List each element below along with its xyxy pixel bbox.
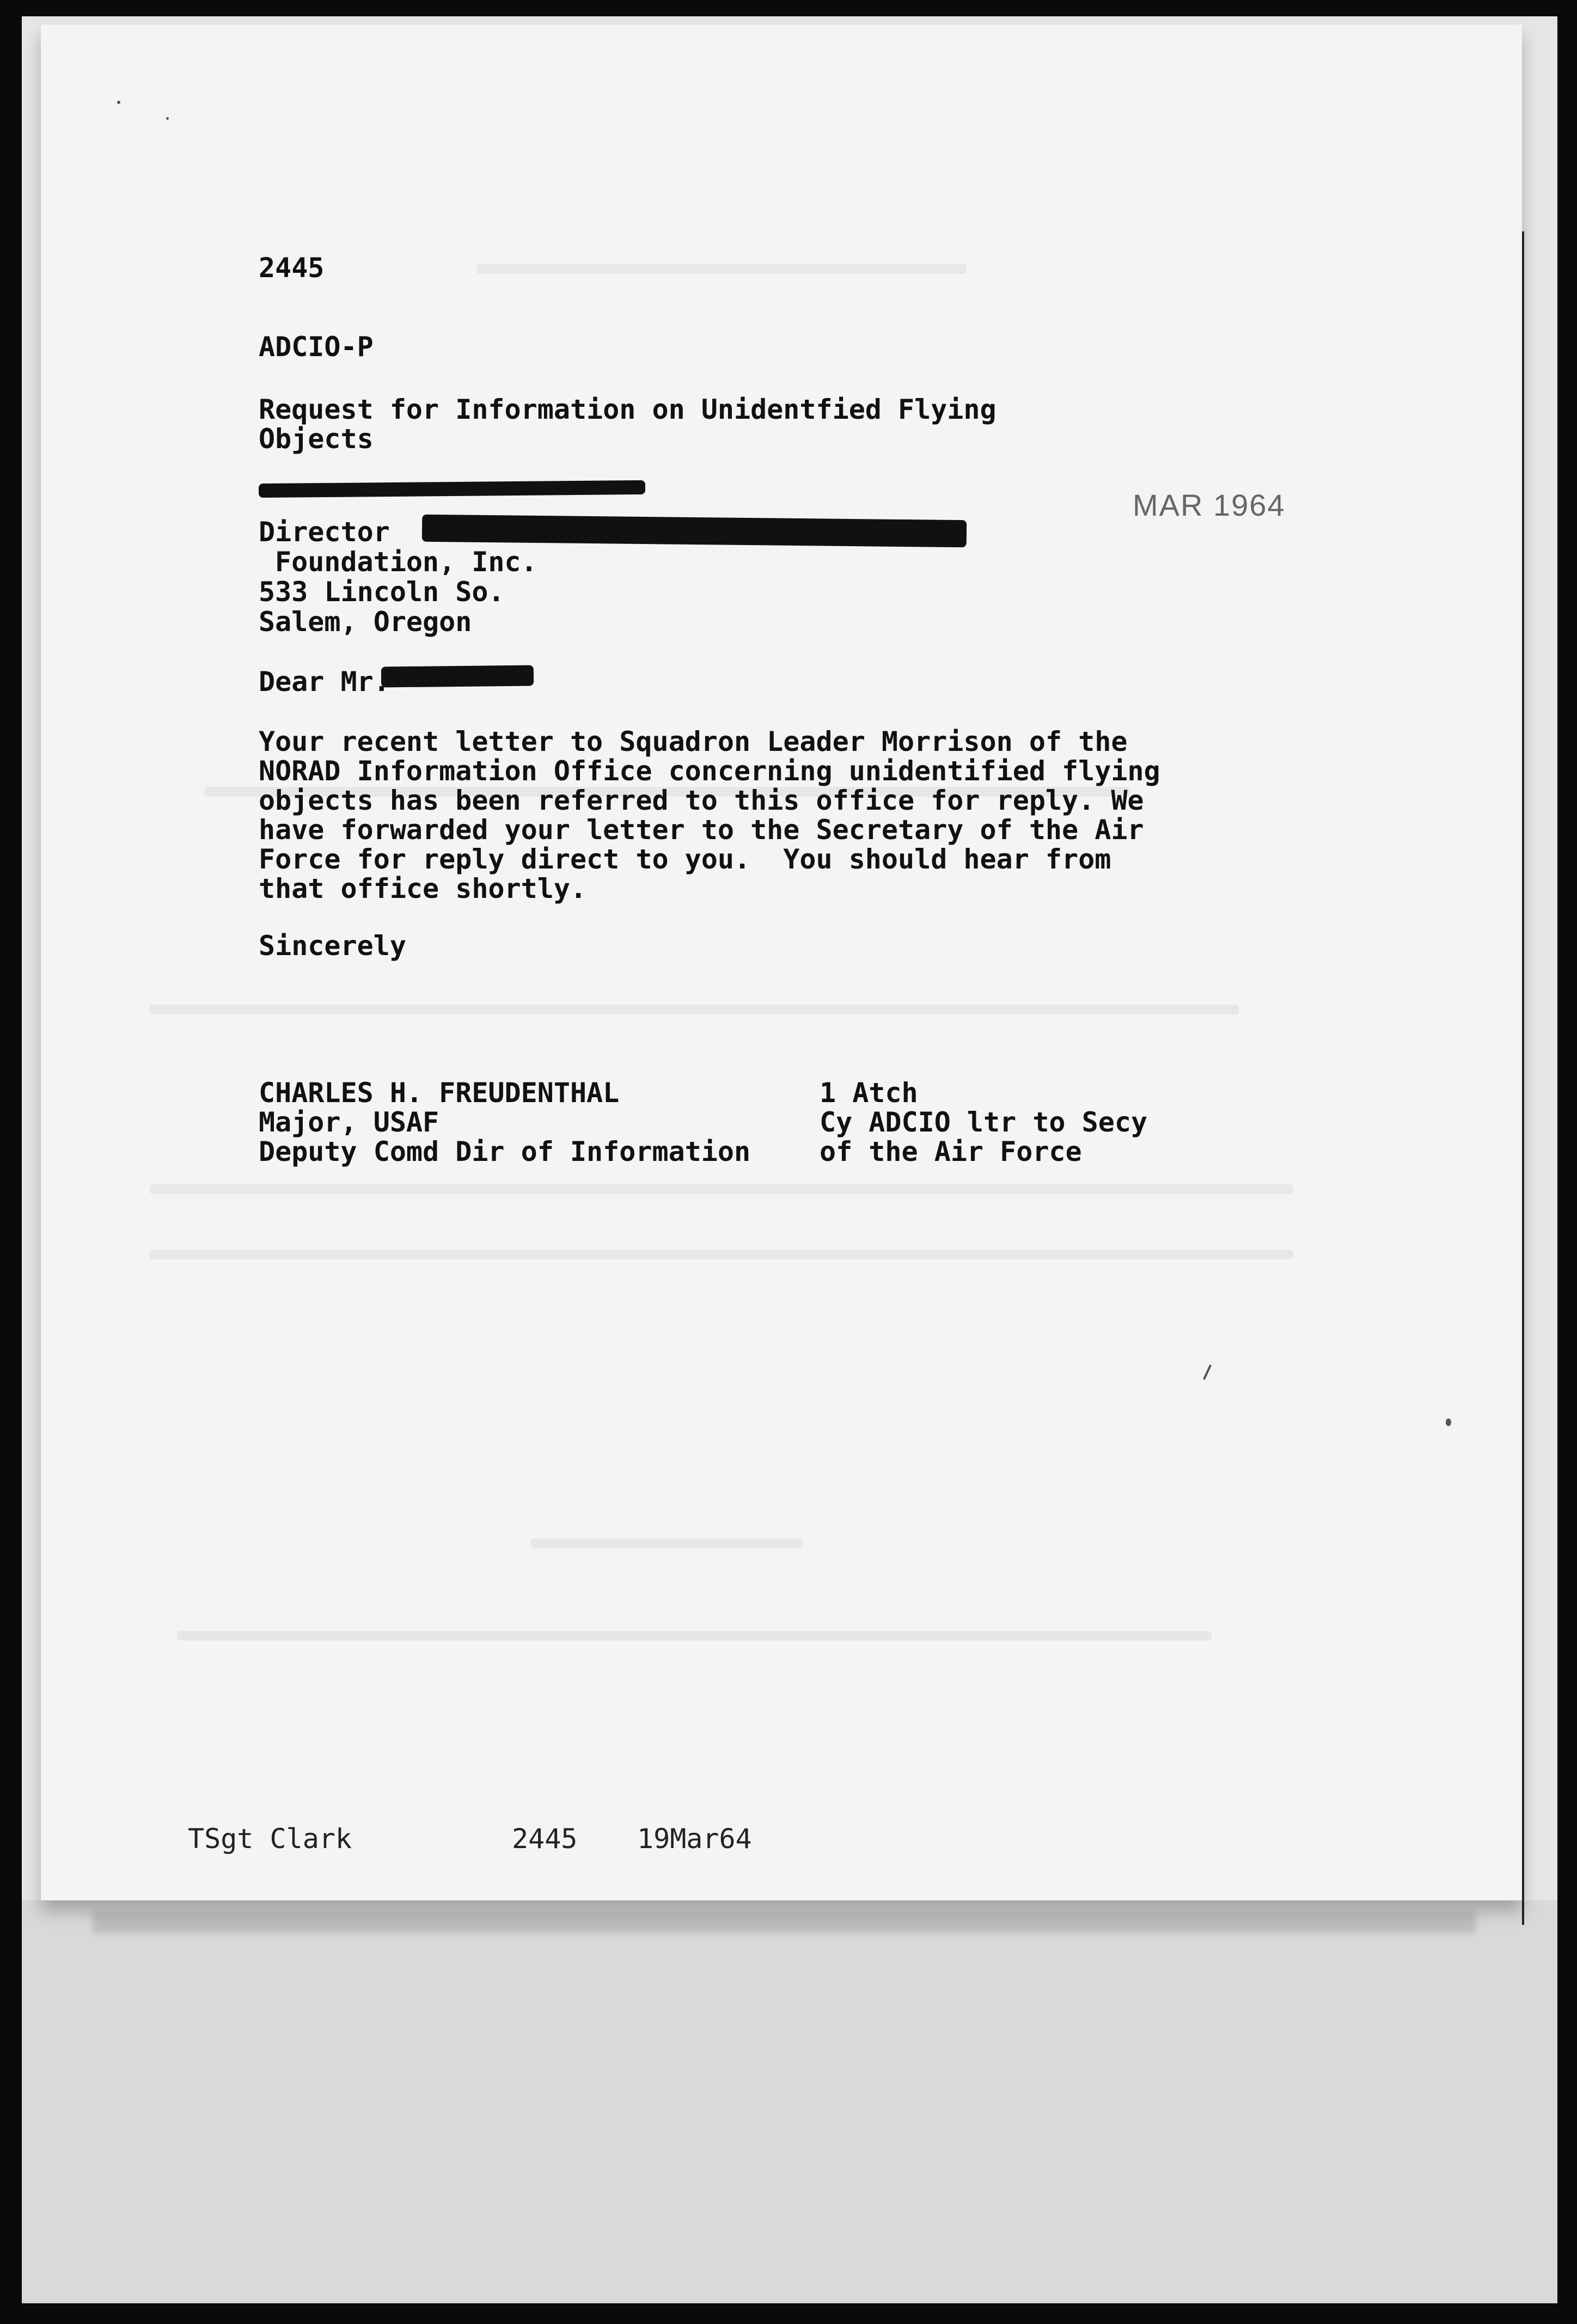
scan-speck (1203, 1365, 1212, 1380)
letter-page (41, 25, 1522, 1900)
redaction-mark (422, 515, 967, 547)
paper-shadow (93, 1911, 1476, 1933)
body-line-2: NORAD Information Office concerning unidentified flying (259, 755, 1160, 787)
date-stamp: MAR 1964 (1133, 488, 1286, 522)
signature-name: CHARLES H. FREUDENTHAL (259, 1077, 620, 1109)
body-line-6: that office shortly. (259, 873, 587, 904)
bleed-through-line (150, 1184, 1293, 1194)
address-line-1: Director (259, 516, 390, 548)
scan-speck (1446, 1418, 1451, 1426)
address-line-3: 533 Lincoln So. (259, 576, 505, 608)
signature-rank: Major, USAF (259, 1106, 439, 1138)
footer-extension: 2445 (512, 1823, 578, 1855)
address-line-2: Foundation, Inc. (275, 546, 537, 578)
page-right-rule (1522, 231, 1524, 1925)
scan-lower-strip (22, 1900, 1557, 2303)
signature-title: Deputy Comd Dir of Information (259, 1136, 751, 1167)
subject-line-1: Request for Information on Unidentfied Flying (259, 394, 997, 425)
redaction-mark (381, 665, 534, 688)
body-line-3: objects has been referred to this office for reply. We (259, 785, 1144, 816)
subject-line-2: Objects (259, 423, 374, 455)
bleed-through-line (531, 1538, 803, 1548)
bleed-through-line (150, 1005, 1239, 1014)
footer-typist: TSgt Clark (188, 1823, 352, 1855)
file-number: 2445 (259, 252, 325, 284)
bleed-through-line (177, 1631, 1212, 1641)
scan-speck (117, 101, 120, 104)
body-line-5: Force for reply direct to you. You should hear from (259, 843, 1111, 875)
attachment-line-3: of the Air Force (820, 1136, 1082, 1167)
bleed-through-line (476, 264, 967, 274)
footer-date: 19Mar64 (637, 1823, 752, 1855)
bleed-through-line (150, 1250, 1293, 1259)
attachment-line-2: Cy ADCIO ltr to Secy (820, 1106, 1148, 1138)
attachment-line-1: 1 Atch (820, 1077, 918, 1109)
scan-speck (166, 117, 169, 120)
body-line-1: Your recent letter to Squadron Leader Morrison of the (259, 726, 1128, 757)
salutation: Dear Mr. (259, 666, 390, 698)
body-line-4: have forwarded your letter to the Secretary of the Air (259, 814, 1144, 846)
closing: Sincerely (259, 930, 406, 962)
redaction-mark (259, 480, 645, 498)
address-line-4: Salem, Oregon (259, 606, 472, 638)
office-symbol: ADCIO-P (259, 331, 374, 363)
